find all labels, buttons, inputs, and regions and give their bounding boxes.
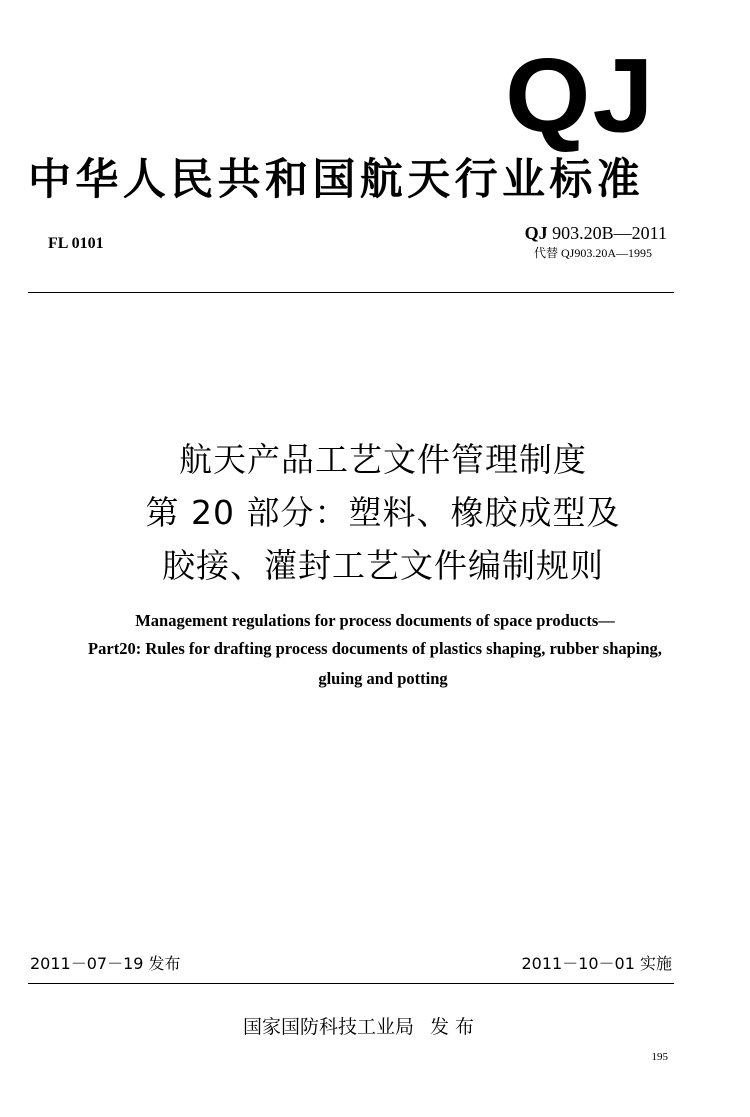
cn-title-line2: 第 20 部分：塑料、橡胶成型及 (145, 493, 621, 532)
cn-title-line1: 航天产品工艺文件管理制度 (179, 440, 587, 479)
replaces-note: 代替 QJ903.20A—1995 (533, 246, 652, 260)
standard-name: 中华人民共和国航天行业标准 (28, 155, 645, 205)
standard-prefix: QJ (524, 223, 548, 243)
standard-number-value: 903.20B—2011 (552, 223, 667, 243)
implementation-date: 2011－10－01 实施 (521, 954, 672, 973)
issue-date: 2011－07－19 发布 (30, 954, 181, 973)
publisher (243, 1014, 474, 1040)
en-title-line3: gluing and potting (318, 669, 448, 688)
publisher-name: 国家国防科技工业局 (243, 1016, 415, 1038)
header-divider (28, 292, 674, 293)
classification-code: FL 0101 (48, 235, 104, 252)
footer-divider (28, 983, 674, 984)
qj-logo: QJ (505, 37, 656, 155)
page-number: 195 (651, 1051, 668, 1063)
standard-number (525, 222, 667, 244)
en-title-line2: Part20: Rules for drafting process documents of plastics shaping, rubber shaping, (88, 639, 662, 658)
publish-label: 发 布 (430, 1016, 475, 1038)
en-title-line1: Management regulations for process documents of space products— (135, 611, 615, 630)
cn-title-line3: 胶接、灌封工艺文件编制规则 (162, 546, 604, 585)
